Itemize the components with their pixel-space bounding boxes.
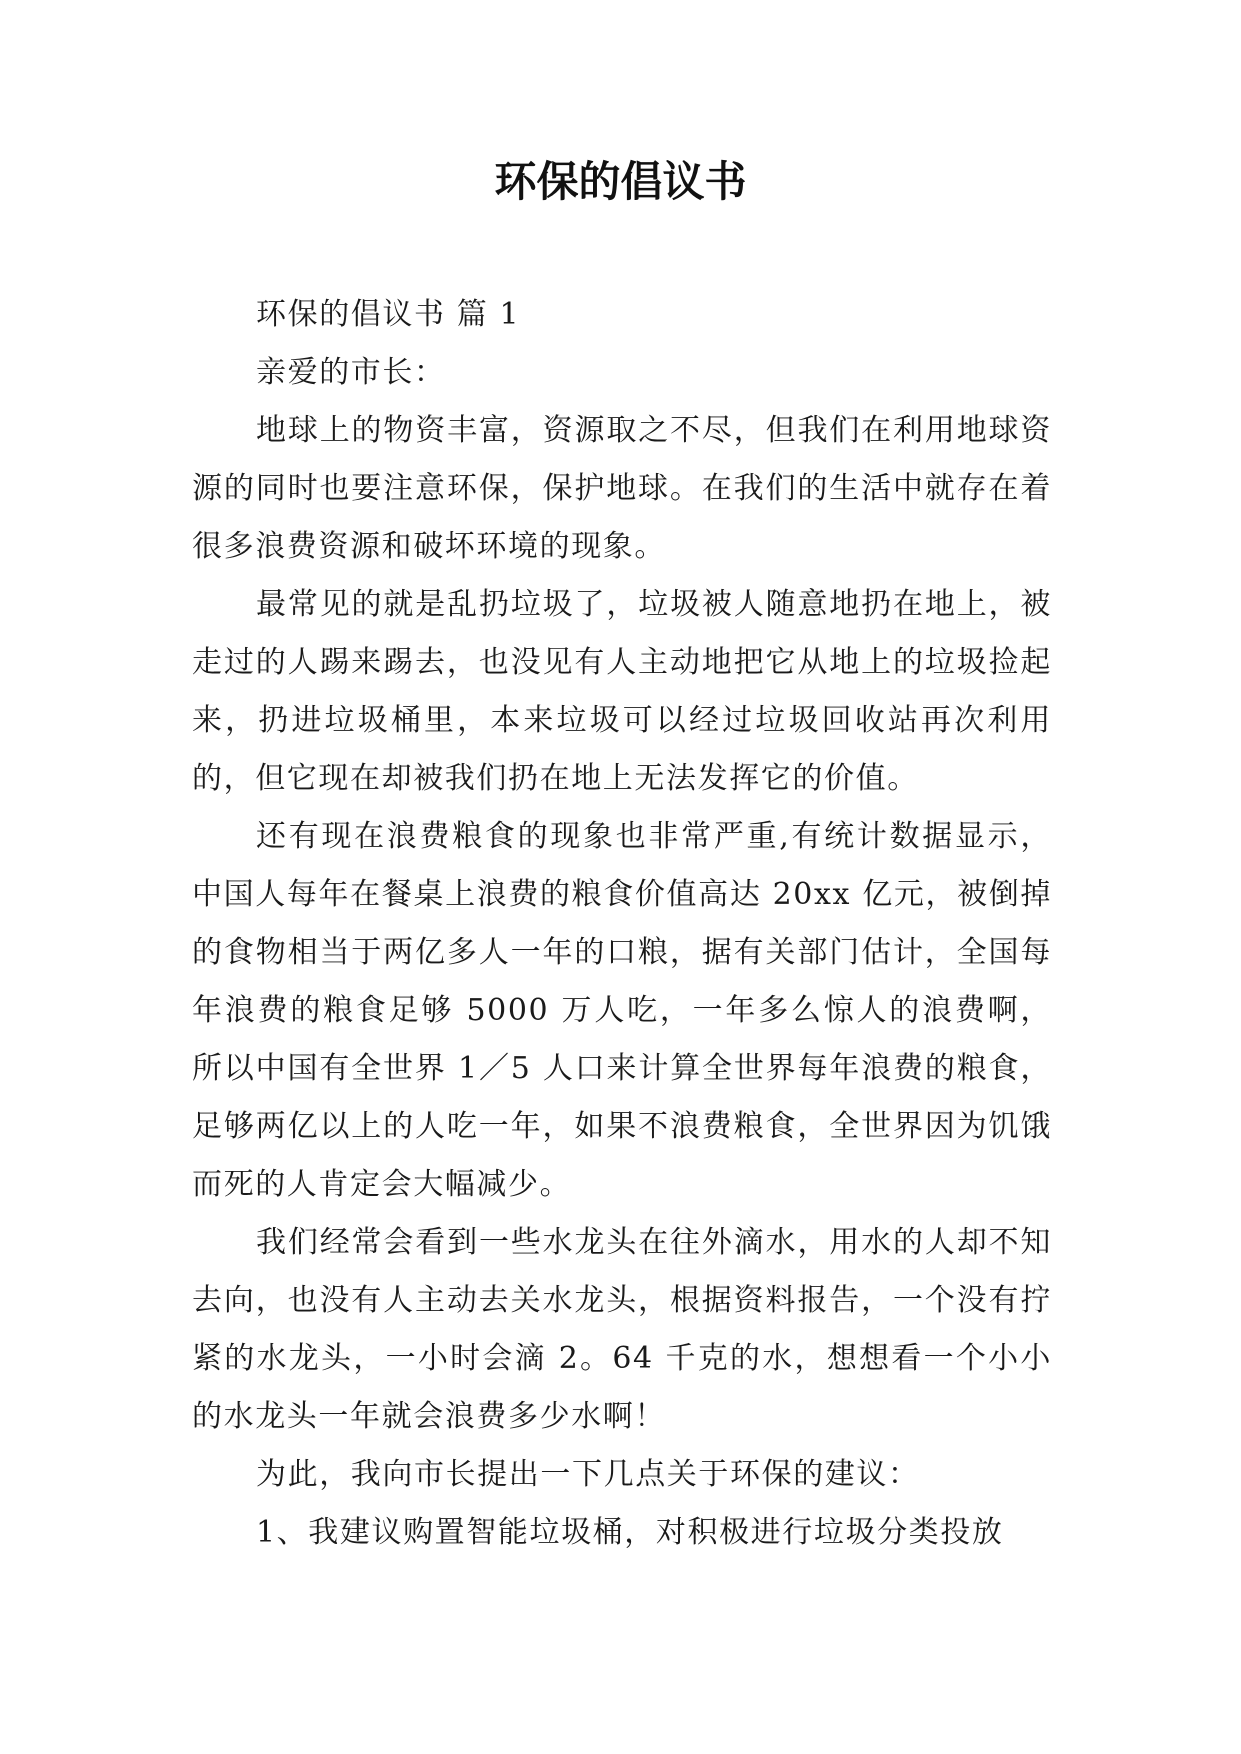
section-heading: 环保的倡议书 篇 1 [256, 297, 521, 332]
paragraph: 我们经常会看到一些水龙头在往外滴水，用水的人却不知去向，也没有人主动去关水龙头，根据资料报告，一个没有拧紧的水龙头，一小时会滴 2。64 千克的水，想想看一个小小的水龙头一年就会浪费多少水啊！ [192, 1225, 1052, 1434]
salutation: 亲爱的市长： [256, 355, 446, 390]
list-item: 1、我建议购置智能垃圾桶，对积极进行垃圾分类投放 [256, 1515, 1004, 1550]
paragraph: 地球上的物资丰富，资源取之不尽，但我们在利用地球资源的同时也要注意环保，保护地球。在我们的生活中就存在着很多浪费资源和破坏环境的现象。 [192, 413, 1052, 564]
paragraph: 最常见的就是乱扔垃圾了，垃圾被人随意地扔在地上，被走过的人踢来踢去，也没见有人主动地把它从地上的垃圾捡起来，扔进垃圾桶里，本来垃圾可以经过垃圾回收站再次利用的，但它现在却被我们扔在地上无法发挥它的价值。 [192, 587, 1052, 796]
document-body [192, 286, 1052, 1562]
paragraph: 还有现在浪费粮食的现象也非常严重,有统计数据显示，中国人每年在餐桌上浪费的粮食价值高达 20xx 亿元，被倒掉的食物相当于两亿多人一年的口粮，据有关部门估计，全国每年浪费的粮食足够 5000 万人吃，一年多么惊人的浪费啊，所以中国有全世界 1／5 人口来计算全世界每年浪费的粮食，足够两亿以上的人吃一年，如果不浪费粮食，全世界因为饥饿而死的人肯定会大幅减少。 [192, 819, 1052, 1202]
document-title: 环保的倡议书 [494, 157, 747, 206]
paragraph: 为此，我向市长提出一下几点关于环保的建议： [256, 1457, 920, 1492]
